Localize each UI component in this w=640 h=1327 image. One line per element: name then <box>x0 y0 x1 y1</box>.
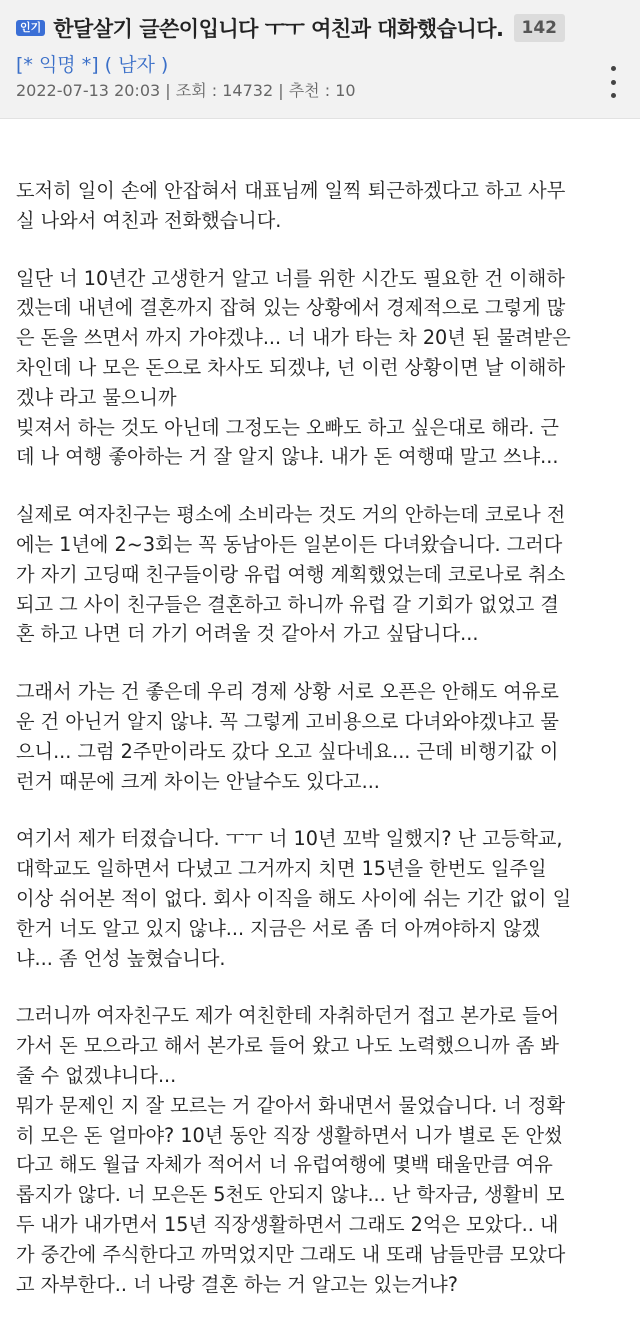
body-line: 빚져서 하는 것도 아닌데 그정도는 오빠도 하고 싶은대로 해라. 근 <box>16 415 559 439</box>
body-line: 실제로 여자친구는 평소에 소비라는 것도 거의 안하는데 코로나 전 <box>16 503 566 527</box>
post-title: 한달살기 글쓴이입니다 ㅜㅜ 여친과 대화했습니다. <box>53 17 504 41</box>
body-line: 이상 쉬어본 적이 없다. 회사 이직을 해도 사이에 쉬는 기간 없이 일 <box>16 886 572 910</box>
author-link[interactable]: [* 익명 *] ( 남자 ) <box>16 54 169 76</box>
body-paragraph <box>16 176 628 236</box>
body-line: 가서 돈 모으라고 해서 본가로 들어 왔고 나도 노력했으니까 좀 봐 <box>16 1034 559 1058</box>
kebab-dot <box>611 93 616 98</box>
body-line: 그러니까 여자친구도 제가 여친한테 자취하던거 접고 본가로 들어 <box>16 1004 560 1028</box>
body-line: 냐... 좀 언성 높혔습니다. <box>16 946 226 970</box>
body-line: 히 모은 돈 얼마야? 10년 동안 직장 생활하면서 니가 별로 돈 안썼 <box>16 1123 563 1147</box>
body-line: 혼 하고 나면 더 가기 어려울 것 같아서 가고 싶답니다... <box>16 622 479 646</box>
post-date: 2022-07-13 20:03 <box>16 81 161 100</box>
body-line: 줄 수 없겠냐니다... <box>16 1063 177 1087</box>
comment-count-badge[interactable]: 142 <box>514 14 566 42</box>
body-paragraph <box>16 677 628 796</box>
body-line: 가 자기 고딩때 친구들이랑 유럽 여행 계획했었는데 코로나로 취소 <box>16 562 566 586</box>
body-paragraph <box>16 264 628 473</box>
body-line: 에는 1년에 2~3회는 꼭 동남아든 일본이든 다녀왔습니다. 그러다 <box>16 532 563 556</box>
body-line: 가 중간에 주식한다고 까먹었지만 그래도 내 또래 남들만큼 모았다 <box>16 1242 566 1266</box>
body-line: 한거 너도 알고 있지 않냐... 지금은 서로 좀 더 아껴야하지 않겠 <box>16 916 541 940</box>
body-paragraph <box>16 1001 628 1299</box>
meta-divider: | <box>278 81 289 100</box>
body-line: 고 자부한다.. 너 나랑 결혼 하는 거 알고는 있는거냐? <box>16 1272 458 1296</box>
post-body <box>16 176 628 1327</box>
more-options-icon[interactable] <box>608 66 618 98</box>
kebab-dot <box>611 80 616 85</box>
body-line: 일단 너 10년간 고생한거 알고 너를 위한 시간도 필요한 건 이해하 <box>16 266 565 290</box>
body-line: 뭐가 문제인 지 잘 모르는 거 같아서 화내면서 물었습니다. 너 정확 <box>16 1093 566 1117</box>
body-line: 롭지가 않다. 너 모은돈 5천도 안되지 않냐... 난 학자금, 생활비 모 <box>16 1183 565 1207</box>
view-count: 조회 : 14732 <box>175 81 274 100</box>
body-line: 차인데 나 모은 돈으로 차사도 되겠냐, 넌 이런 상황이면 날 이해하 <box>16 355 566 379</box>
meta-divider: | <box>165 81 176 100</box>
body-line: 데 나 여행 좋아하는 거 잘 알지 않냐. 내가 돈 여행때 말고 쓰냐... <box>16 445 559 469</box>
body-line: 여기서 제가 터졌습니다. ㅜㅜ 너 10년 꼬박 일했지? 난 고등학교, <box>16 827 563 851</box>
body-paragraph <box>16 824 628 973</box>
body-line: 런거 때문에 크게 차이는 안날수도 있다고... <box>16 769 380 793</box>
post-meta <box>16 78 356 101</box>
body-paragraph <box>16 500 628 649</box>
body-line: 실 나와서 여친과 전화했습니다. <box>16 208 282 232</box>
body-line: 겠냐 라고 물으니까 <box>16 385 177 409</box>
post-header <box>0 0 640 119</box>
body-line: 대학교도 일하면서 다녔고 그거까지 치면 15년을 한번도 일주일 <box>16 857 547 881</box>
body-line: 도저히 일이 손에 안잡혀서 대표님께 일찍 퇴근하겠다고 하고 사무 <box>16 179 566 202</box>
body-line: 되고 그 사이 친구들은 결혼하고 하니까 유럽 갈 기회가 없었고 결 <box>16 592 559 616</box>
kebab-dot <box>611 66 616 71</box>
body-line: 겠는데 내년에 결혼까지 잡혀 있는 상황에서 경제적으로 그렇게 많 <box>16 296 566 320</box>
body-line: 그래서 가는 건 좋은데 우리 경제 상황 서로 오픈은 안해도 여유로 <box>16 680 559 704</box>
title-row <box>16 12 626 44</box>
body-line: 은 돈을 쓰면서 까지 가야겠냐... 너 내가 타는 차 20년 된 물려받은 <box>16 326 571 350</box>
popular-badge: 인기 <box>16 20 45 36</box>
body-line: 운 건 아닌거 알지 않냐. 꼭 그렇게 고비용으로 다녀와야겠냐고 물 <box>16 709 559 733</box>
recommend-count: 추천 : 10 <box>288 81 356 100</box>
body-line: 다고 해도 월급 자체가 적어서 너 유럽여행에 몇백 태울만큼 여유 <box>16 1153 553 1177</box>
body-line: 두 내가 내가면서 15년 직장생활하면서 그래도 2억은 모았다.. 내 <box>16 1212 559 1236</box>
body-line: 으니... 그럼 2주만이라도 갔다 오고 싶다네요... 근데 비행기값 이 <box>16 739 559 763</box>
